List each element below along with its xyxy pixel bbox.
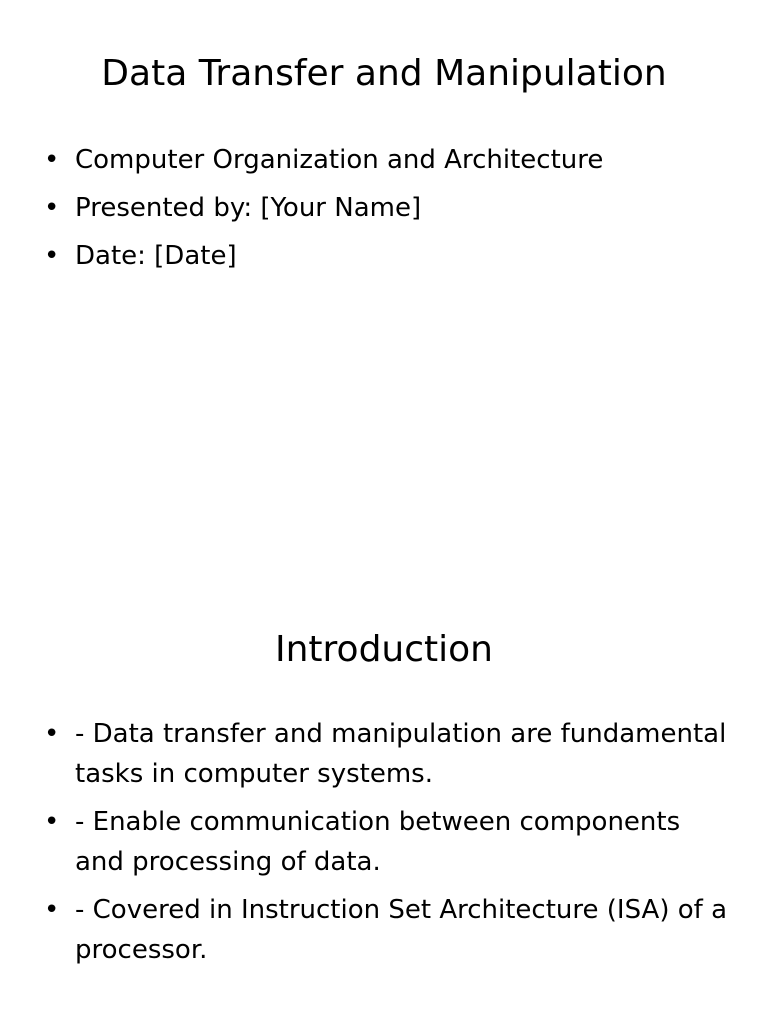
bullet-icon: • bbox=[44, 241, 60, 271]
bullet-icon: • bbox=[44, 719, 60, 749]
bullet-text: Presented by: [Your Name] bbox=[75, 193, 422, 223]
bullet-list bbox=[44, 714, 734, 978]
bullet-icon: • bbox=[44, 895, 60, 925]
slide-title: Data Transfer and Manipulation bbox=[101, 53, 667, 94]
bullet-text: Computer Organization and Architecture bbox=[75, 145, 604, 175]
bullet-item bbox=[44, 236, 734, 276]
bullet-item bbox=[44, 714, 734, 794]
bullet-text: - Covered in Instruction Set Architecture (ISA) of a processor. bbox=[75, 895, 728, 965]
bullet-icon: • bbox=[44, 145, 60, 175]
bullet-icon: • bbox=[44, 193, 60, 223]
bullet-list bbox=[44, 140, 734, 284]
bullet-text: - Data transfer and manipulation are fundamental tasks in computer systems. bbox=[75, 719, 727, 789]
bullet-icon: • bbox=[44, 807, 60, 837]
slide-title: Introduction bbox=[274, 629, 493, 670]
bullet-item bbox=[44, 802, 734, 882]
introduction-slide bbox=[0, 576, 768, 1024]
bullet-text: Date: [Date] bbox=[75, 241, 237, 271]
bullet-item bbox=[44, 188, 734, 228]
bullet-item bbox=[44, 140, 734, 180]
bullet-text: - Enable communication between components and processing of data. bbox=[75, 807, 681, 877]
bullet-item bbox=[44, 890, 734, 970]
